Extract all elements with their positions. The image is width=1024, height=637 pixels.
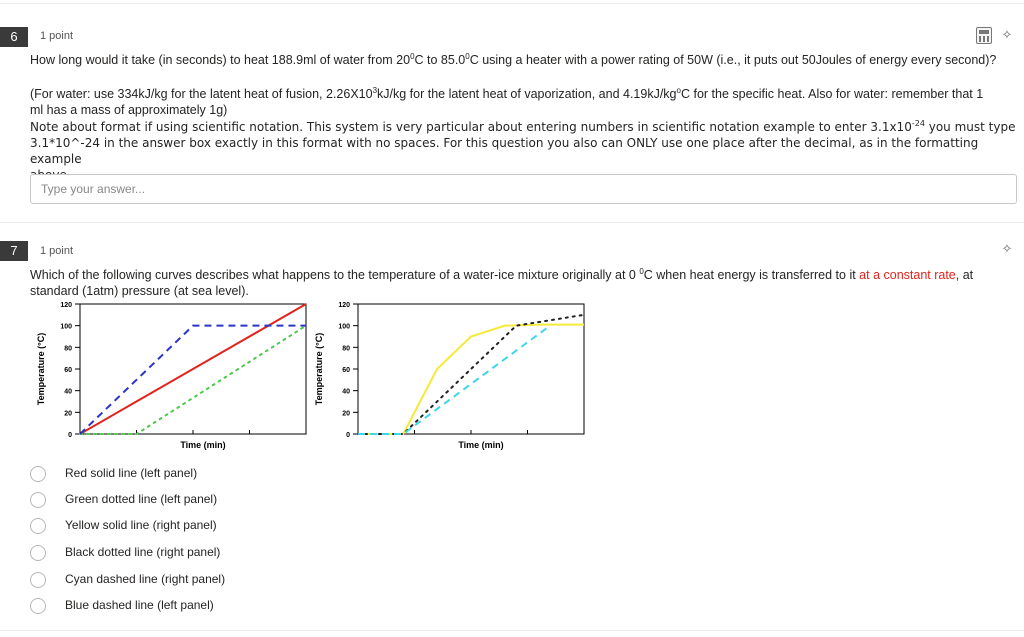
option-green-dotted[interactable]	[30, 490, 270, 510]
given-values-text: (For water: use 334kJ/kg for the latent heat of fusion, $2.26X10^3kJ/kg$ for the latent heat of vaporization, and $4.19kJ/kg^oC$ for the specific heat. Also for water: remember that 1 ml has a mass of approximately 1g)	[30, 85, 984, 117]
y-tick-label: 20	[64, 410, 72, 418]
y-tick-label: 40	[64, 388, 72, 396]
right-panel-chart	[308, 298, 598, 458]
y-tick-label: 120	[60, 302, 72, 309]
option-red-solid[interactable]	[30, 464, 270, 484]
series-line	[358, 315, 584, 434]
y-tick-label: 100	[60, 323, 72, 331]
y-tick-label: 40	[342, 388, 350, 396]
radio-button[interactable]	[30, 545, 46, 561]
y-tick-label: 60	[342, 367, 350, 374]
top-divider	[0, 3, 1024, 4]
option-label: Yellow solid line (right panel)	[65, 518, 217, 532]
left-panel-chart	[30, 298, 320, 458]
series-line	[80, 326, 306, 434]
y-tick-label: 120	[338, 302, 350, 309]
option-yellow-solid[interactable]	[30, 516, 270, 536]
x-axis-label: Time (min)	[180, 440, 226, 450]
series-line	[80, 326, 306, 434]
answer-input[interactable]: Type your answer...	[30, 174, 1017, 204]
y-tick-label: 0	[346, 432, 350, 439]
option-blue-dashed[interactable]	[30, 596, 270, 616]
option-label: Blue dashed line (left panel)	[65, 598, 214, 612]
option-cyan-dashed[interactable]	[30, 570, 270, 590]
option-label: Green dotted line (left panel)	[65, 492, 218, 506]
y-axis-label: Temperature (°C)	[314, 332, 324, 406]
question-points: 1 point	[40, 245, 74, 257]
radio-button[interactable]	[30, 492, 46, 508]
series-line	[80, 304, 306, 434]
question-text: How long would it take (in seconds) to heat 188.9ml of water from $20^0C$ to 85.0$^0$C using a heater with a power rating of 50W (i.e., it puts out 50Joules of energy every second)?	[30, 51, 997, 67]
y-tick-label: 0	[68, 432, 72, 439]
radio-button[interactable]	[30, 572, 46, 588]
radio-button[interactable]	[30, 518, 46, 534]
y-tick-label: 60	[64, 367, 72, 374]
calculator-icon[interactable]	[976, 27, 992, 44]
option-label: Cyan dashed line (right panel)	[65, 572, 226, 586]
y-axis-label: Temperature (°C)	[36, 332, 46, 406]
pin-icon[interactable]: ✧	[1001, 27, 1013, 42]
y-tick-label: 80	[342, 345, 350, 353]
radio-button[interactable]	[30, 466, 46, 482]
question-divider	[0, 222, 1024, 223]
series-line	[358, 326, 550, 434]
pin-icon[interactable]: ✧	[1001, 241, 1013, 256]
radio-button[interactable]	[30, 598, 46, 614]
option-black-dotted[interactable]	[30, 543, 270, 563]
question-text: Which of the following curves describes what happens to the temperature of a water-ice mixture originally at 0 $^0$C when heat energy is transferred to it at a constant rate, at standard (1atm) pressure (at sea level).	[30, 266, 974, 298]
format-note-text: Note about format if using scientific notation. This system is very particular about entering numbers in scientific notation example to enter $3.1x10^{-24}$ you must type 3.1*10^-24 in the answer box exactly in this format with no spaces. For this question you also can ONLY use one place after the decimal, as in the formatting example	[30, 119, 1016, 166]
option-label: Black dotted line (right panel)	[65, 545, 221, 559]
question-points: 1 point	[40, 30, 74, 42]
option-label: Red solid line (left panel)	[65, 466, 198, 480]
highlight-text: at a constant rate	[859, 268, 956, 282]
x-axis-label: Time (min)	[458, 440, 504, 450]
y-tick-label: 20	[342, 410, 350, 418]
question-number-badge: 7	[0, 241, 28, 261]
bottom-divider	[0, 630, 1024, 631]
question-number-badge: 6	[0, 27, 28, 47]
series-line	[358, 325, 584, 434]
y-tick-label: 100	[338, 323, 350, 331]
y-tick-label: 80	[64, 345, 72, 353]
